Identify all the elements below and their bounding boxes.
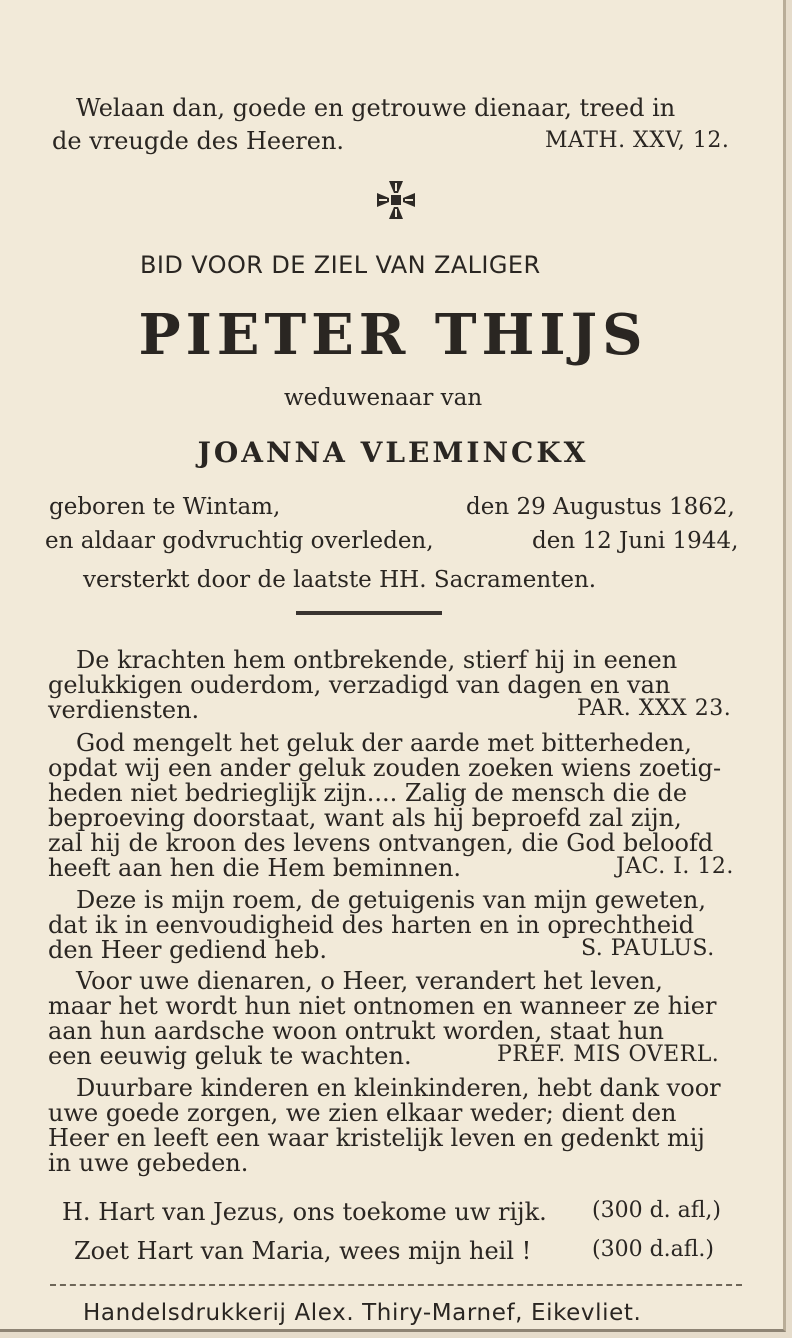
sacraments-line: versterkt door de laatste HH. Sacramenten. bbox=[83, 567, 597, 593]
maltese-cross-icon bbox=[376, 180, 416, 220]
divider-rule bbox=[296, 611, 442, 615]
text-line: gelukkigen ouderdom, verzadigd van dagen en van bbox=[48, 671, 671, 699]
text-line: heeft aan hen die Hem beminnen. bbox=[48, 854, 462, 882]
text-line: God mengelt het geluk der aarde met bitterheden, bbox=[76, 729, 692, 757]
scripture-reference: PAR. XXX 23. bbox=[577, 696, 732, 721]
prayer-heading: BID VOOR DE ZIEL VAN ZALIGER bbox=[140, 251, 541, 279]
text-line: aan hun aardsche woon ontrukt worden, staat hun bbox=[48, 1017, 664, 1045]
epigraph-line-1: Welaan dan, goede en getrouwe dienaar, treed in bbox=[76, 94, 676, 122]
text-line: Deze is mijn roem, de getuigenis van mijn geweten, bbox=[76, 886, 706, 914]
text-line: opdat wij een ander geluk zouden zoeken wiens zoetig- bbox=[48, 754, 722, 782]
liturgical-reference: PREF. MIS OVERL. bbox=[497, 1042, 720, 1067]
scripture-reference: S. PAULUS. bbox=[581, 936, 715, 961]
epigraph-line-2: de vreugde des Heeren. bbox=[52, 127, 345, 155]
text-line: den Heer gediend heb. bbox=[48, 936, 327, 964]
death-date: den 12 Juni 1944, bbox=[532, 528, 739, 554]
text-line: Duurbare kinderen en kleinkinderen, hebt dank voor bbox=[76, 1074, 721, 1102]
text-line: in uwe gebeden. bbox=[48, 1149, 249, 1177]
printer-credit: Handelsdrukkerij Alex. Thiry-Marnef, Eikevliet. bbox=[83, 1300, 642, 1326]
text-line: De krachten hem ontbrekende, stierf hij in eenen bbox=[76, 646, 678, 674]
birth-date: den 29 Augustus 1862, bbox=[466, 494, 735, 520]
scripture-reference: JAC. I. 12. bbox=[616, 854, 734, 879]
text-line: een eeuwig geluk te wachten. bbox=[48, 1042, 412, 1070]
text-line: zal hij de kroon des levens ontvangen, die God beloofd bbox=[48, 829, 714, 857]
text-line: maar het wordt hun niet ontnomen en wanneer ze hier bbox=[48, 992, 717, 1020]
text-line: Heer en leeft een waar kristelijk leven en gedenkt mij bbox=[48, 1124, 705, 1152]
dashed-divider bbox=[50, 1284, 742, 1286]
spouse-intro: weduwenaar van bbox=[284, 385, 483, 411]
text-line: verdiensten. bbox=[48, 696, 200, 724]
prayer-line: Zoet Hart van Maria, wees mijn heil ! bbox=[74, 1237, 532, 1265]
spouse-name: JOANNA VLEMINCKX bbox=[197, 436, 589, 469]
deceased-name: PIETER THIJS bbox=[138, 302, 648, 368]
prayer-line: H. Hart van Jezus, ons toekome uw rijk. bbox=[62, 1198, 547, 1226]
indulgence-note: (300 d.afl.) bbox=[592, 1237, 715, 1262]
text-line: heden niet bedrieglijk zijn.... Zalig de mensch die de bbox=[48, 779, 688, 807]
indulgence-note: (300 d. afl,) bbox=[592, 1198, 722, 1223]
text-line: dat ik in eenvoudigheid des harten en in oprechtheid bbox=[48, 911, 695, 939]
text-line: Voor uwe dienaren, o Heer, verandert het leven, bbox=[76, 967, 663, 995]
birth-place: geboren te Wintam, bbox=[49, 494, 281, 520]
epigraph-reference: MATH. XXV, 12. bbox=[545, 128, 730, 153]
text-line: uwe goede zorgen, we zien elkaar weder; dient den bbox=[48, 1099, 677, 1127]
text-line: beproeving doorstaat, want als hij beproefd zal zijn, bbox=[48, 804, 682, 832]
death-place: en aldaar godvruchtig overleden, bbox=[45, 528, 434, 554]
